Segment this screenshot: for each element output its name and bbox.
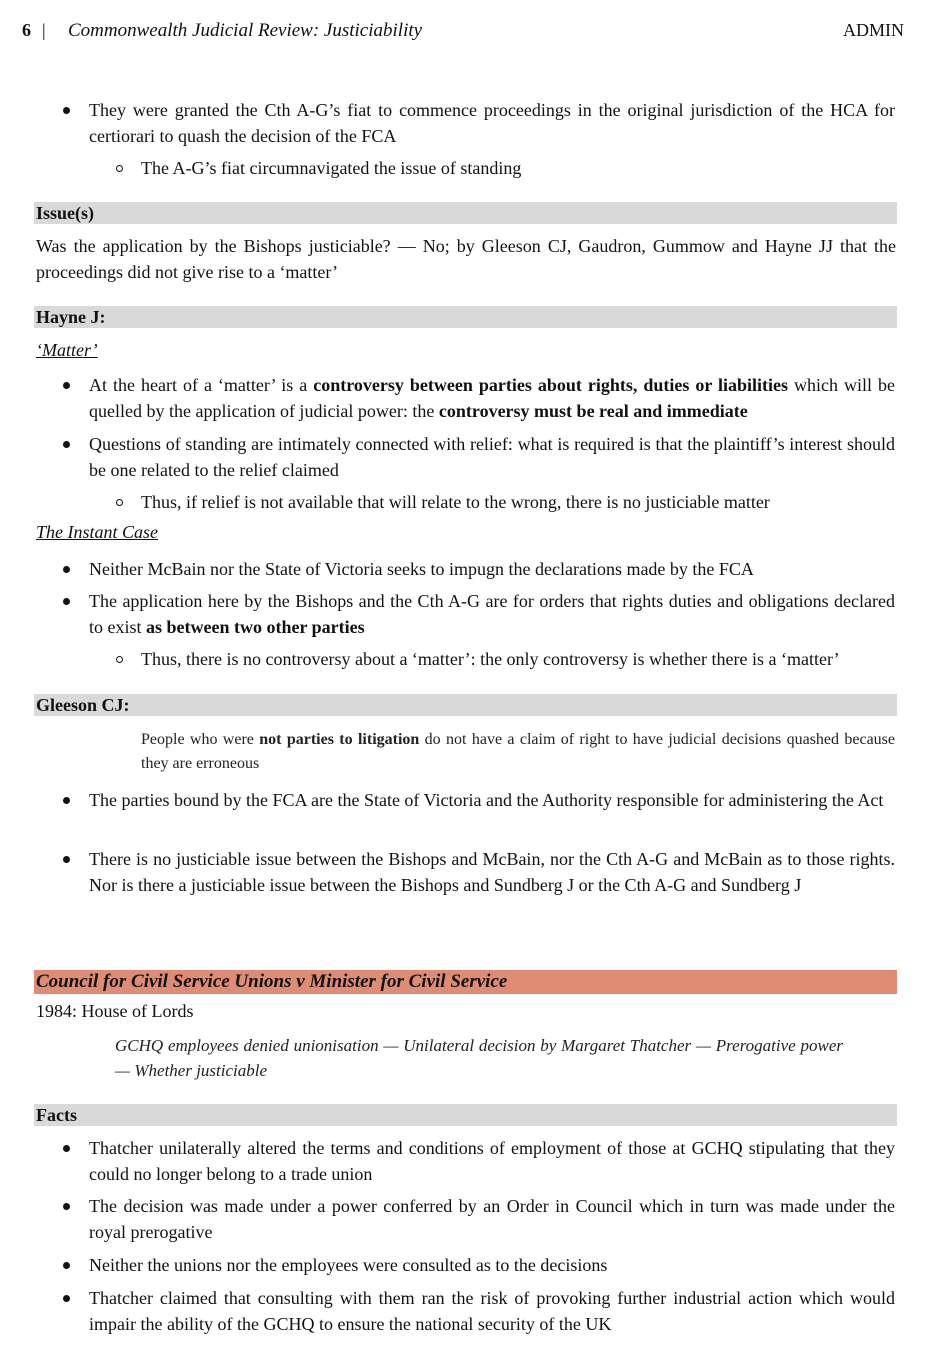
section-heading-hayne: Hayne J: [34,306,897,328]
list-item: Thatcher claimed that consulting with them ran the risk of provoking further industrial action which would impair the ability of the GCHQ to ensure the national security of the UK [89,1288,895,1334]
text-run: At the heart of a ‘matter’ is a [89,375,314,395]
subheading-instant-case: The Instant Case [36,522,159,542]
issues-text: Was the application by the Bishops justiciable? — No; by Gleeson CJ, Gaudron, Gummow and Hayne JJ that the proceedings did not give rise to a ‘matter’ [36,236,896,282]
sub-list-item: Thus, there is no controversy about a ‘matter’: the only controversy is whether there is a ‘matter’ [141,649,840,669]
text-run: which will be quelled by the application of judicial power: the [89,375,895,421]
sub-bullet-ring [116,656,123,663]
bullet-dot [63,566,70,573]
sub-list-item: Thus, if relief is not available that will relate to the wrong, there is no justiciable matter [141,492,770,512]
bold-run: not parties to litigation [259,731,420,748]
list-item: Neither McBain nor the State of Victoria seeks to impugn the declarations made by the FCA [89,559,754,579]
section-heading-issues: Issue(s) [34,202,897,224]
text-run: The application here by the Bishops and the Cth A-G are for orders that rights duties and obligations declared to exist [89,591,895,637]
list-item: Neither the unions nor the employees were consulted as to the decisions [89,1255,608,1275]
bold-run: controversy must be real and immediate [438,401,748,421]
section-heading-gleeson: Gleeson CJ: [34,694,897,716]
bullet-dot [63,1145,70,1152]
page-number: 6 [22,20,31,40]
case-title-bar: Council for Civil Service Unions v Minister for Civil Service [34,970,897,994]
bullet-dot [63,382,70,389]
bullet-dot [63,1262,70,1269]
list-item: There is no justiciable issue between the Bishops and McBain, nor the Cth A-G and McBain as to those rights. Nor is there a justiciable issue between the Bishops and Sundberg J or the Cth A-G and Sundberg J [89,849,895,895]
sub-list-item: The A-G’s fiat circumnavigated the issue of standing [141,158,522,178]
text-run: do not have a claim of right to have judicial decisions quashed because they are erroneous [141,731,896,772]
bullet-dot [63,598,70,605]
section-heading-facts: Facts [34,1104,897,1126]
header-separator: | [42,20,46,40]
sub-bullet-ring [116,499,123,506]
list-item: The decision was made under a power conferred by an Order in Council which in turn was made under the royal prerogative [89,1196,895,1242]
list-item: Thatcher unilaterally altered the terms and conditions of employment of those at GCHQ stipulating that they could no longer belong to a trade union [89,1138,895,1184]
block-quote [141,728,895,776]
list-item [89,372,895,424]
list-item [89,588,895,640]
subheading-matter: ‘Matter’ [36,340,98,360]
sub-bullet-ring [116,165,123,172]
bullet-dot [63,1203,70,1210]
running-header-title: Commonwealth Judicial Review: Justiciability [68,20,423,41]
bullet-dot [63,856,70,863]
list-item: The parties bound by the FCA are the State of Victoria and the Authority responsible for administering the Act [89,790,884,810]
case-court-year: 1984: House of Lords [36,1001,194,1021]
bold-run: as between two other parties [146,617,365,637]
bullet-dot [63,1295,70,1302]
list-item: Questions of standing are intimately connected with relief: what is required is that the plaintiff’s interest should be one related to the relief claimed [89,434,895,480]
bullet-dot [63,107,70,114]
case-summary: GCHQ employees denied unionisation — Unilateral decision by Margaret Thatcher — Prerogative power — Whether justiciable [115,1036,843,1080]
list-item: They were granted the Cth A-G’s fiat to commence proceedings in the original jurisdiction of the HCA for certiorari to quash the decision of the FCA [89,100,895,146]
bold-run: controversy between parties about rights, duties or liabilities [313,375,789,395]
bullet-dot [63,441,70,448]
bullet-dot [63,797,70,804]
text-run: People who were [141,731,260,748]
running-header-section: ADMIN [843,20,904,40]
